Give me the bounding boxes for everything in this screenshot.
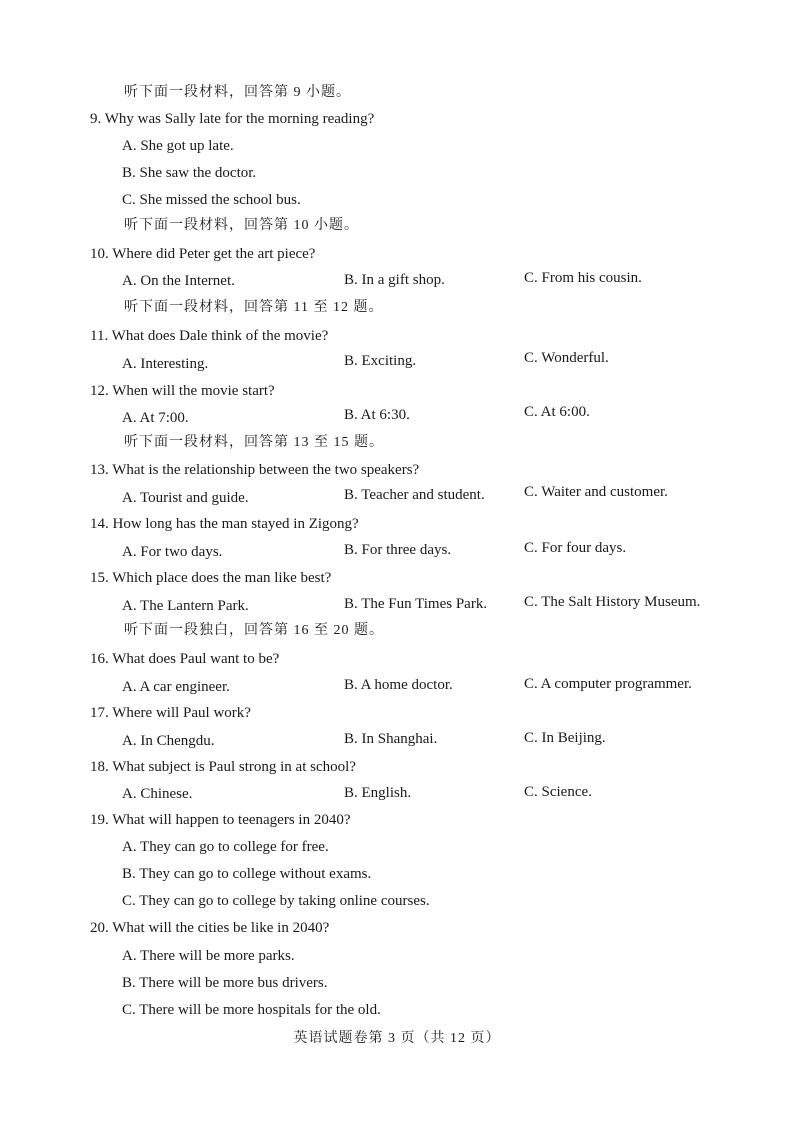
question-18-option-b: B. English. [344,785,412,801]
question-12-stem: 12. When will the movie start? [90,383,275,399]
question-16-option-a: A. A car engineer. [122,679,230,695]
question-17-option-a: A. In Chengdu. [122,733,215,749]
question-15-option-b: B. The Fun Times Park. [344,596,488,612]
question-18-option-a: A. Chinese. [122,786,193,802]
question-20-option-a: A. There will be more parks. [122,948,295,964]
question-15-option-c: C. The Salt History Museum. [524,594,701,610]
question-12-option-b: B. At 6:30. [344,407,410,423]
question-13-option-c: C. Waiter and customer. [524,484,668,500]
question-11-stem: 11. What does Dale think of the movie? [90,328,329,344]
question-17-stem: 17. Where will Paul work? [90,705,251,721]
question-12-option-c: C. At 6:00. [524,404,590,420]
question-16-stem: 16. What does Paul want to be? [90,651,280,667]
question-19-option-c: C. They can go to college by taking online courses. [122,893,430,909]
page-footer: 英语试题卷第 3 页（共 12 页） [293,1031,501,1046]
question-9-stem: 9. Why was Sally late for the morning reading? [90,111,375,127]
question-15-stem: 15. Which place does the man like best? [90,570,332,586]
instruction-q11-12: 听下面一段材料，回答第 11 至 12 题。 [124,300,384,315]
question-13-stem: 13. What is the relationship between the two speakers? [90,462,420,478]
question-15-option-a: A. The Lantern Park. [122,598,249,614]
question-10-option-c: C. From his cousin. [524,270,642,286]
question-18-stem: 18. What subject is Paul strong in at school? [90,759,356,775]
question-11-option-c: C. Wonderful. [524,350,609,366]
question-20-option-c: C. There will be more hospitals for the old. [122,1002,381,1018]
instruction-q16-20: 听下面一段独白，回答第 16 至 20 题。 [124,623,384,638]
question-19-option-b: B. They can go to college without exams. [122,866,372,882]
question-9-option-a: A. She got up late. [122,138,234,154]
question-9-option-c: C. She missed the school bus. [122,192,301,208]
question-10-option-a: A. On the Internet. [122,273,235,289]
question-9-option-b: B. She saw the doctor. [122,165,257,181]
question-20-option-b: B. There will be more bus drivers. [122,975,328,991]
question-16-option-c: C. A computer programmer. [524,676,692,692]
instruction-q13-15: 听下面一段材料，回答第 13 至 15 题。 [124,435,384,450]
instruction-q10: 听下面一段材料，回答第 10 小题。 [124,218,359,233]
question-11-option-a: A. Interesting. [122,356,209,372]
question-10-option-b: B. In a gift shop. [344,272,445,288]
question-14-option-c: C. For four days. [524,540,627,556]
question-11-option-b: B. Exciting. [344,353,417,369]
instruction-q9: 听下面一段材料，回答第 9 小题。 [124,85,351,100]
question-17-option-b: B. In Shanghai. [344,731,438,747]
question-13-option-a: A. Tourist and guide. [122,490,249,506]
question-13-option-b: B. Teacher and student. [344,487,485,503]
question-14-option-b: B. For three days. [344,542,452,558]
question-16-option-b: B. A home doctor. [344,677,453,693]
question-19-stem: 19. What will happen to teenagers in 2040? [90,812,351,828]
question-10-stem: 10. Where did Peter get the art piece? [90,246,316,262]
question-20-stem: 20. What will the cities be like in 2040? [90,920,330,936]
question-19-option-a: A. They can go to college for free. [122,839,329,855]
question-14-stem: 14. How long has the man stayed in Zigong? [90,516,359,532]
question-12-option-a: A. At 7:00. [122,410,189,426]
question-17-option-c: C. In Beijing. [524,730,606,746]
question-14-option-a: A. For two days. [122,544,223,560]
question-18-option-c: C. Science. [524,784,592,800]
